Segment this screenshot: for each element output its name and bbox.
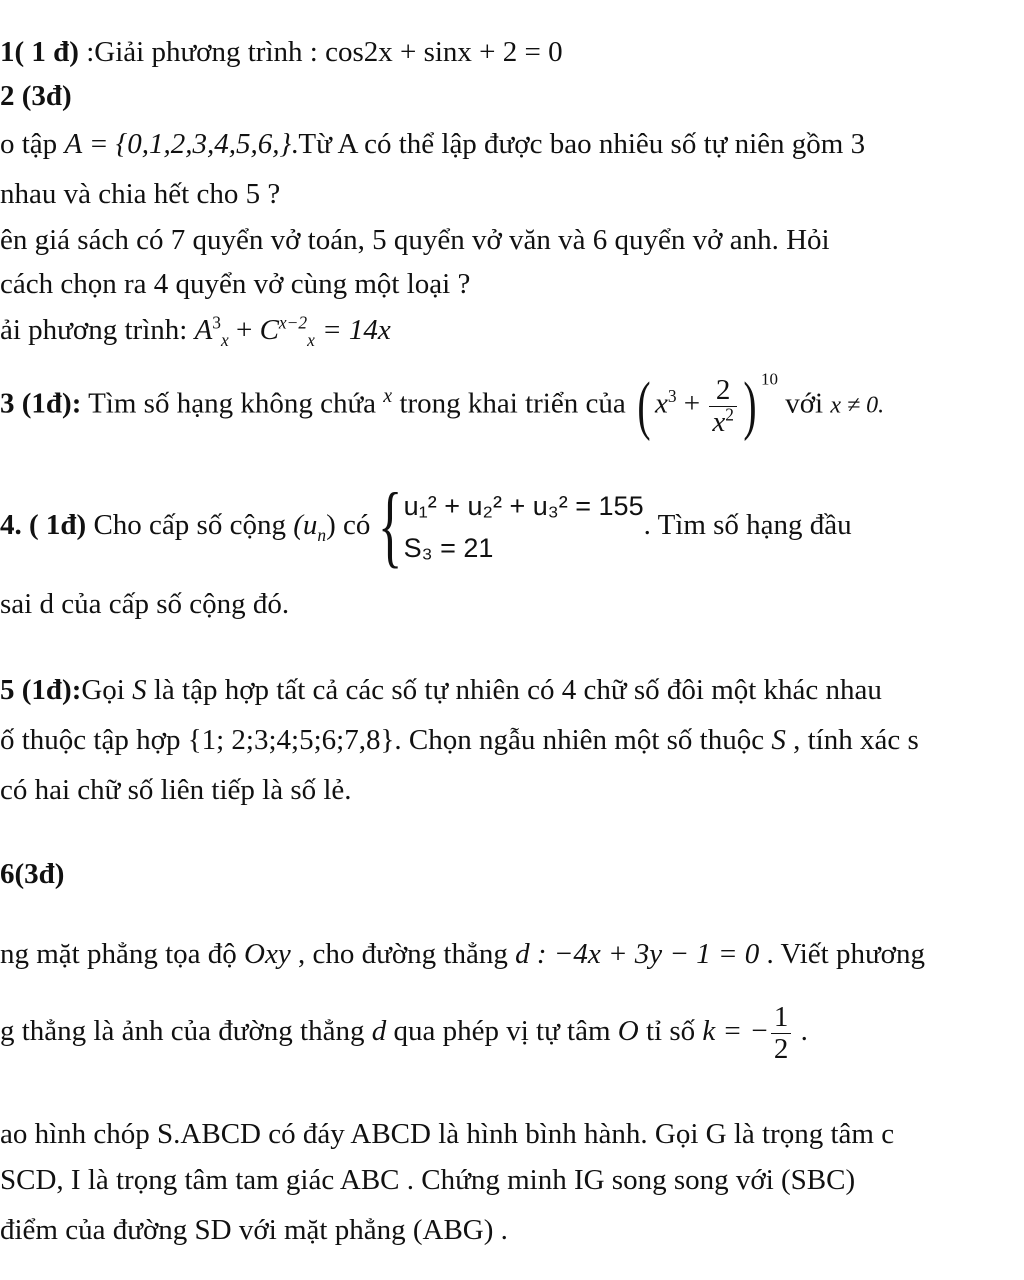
q5-S: S: [132, 674, 147, 706]
q6a-line2-d: d: [371, 1015, 387, 1047]
q3-plus: +: [676, 387, 708, 420]
q5-line2-S: S: [771, 724, 786, 756]
q6b-line2: SCD, I là trọng tâm tam giác ABC . Chứng minh IG song song với (SBC): [0, 1164, 856, 1196]
q3-label: 3 (1đ):: [0, 387, 82, 420]
q6a-line2-mid: qua phép vị tự tâm: [386, 1015, 618, 1047]
q2c-rhs: = 14x: [314, 314, 391, 346]
q6a-num: 1: [773, 1001, 789, 1034]
q6a-Oxy: Oxy: [244, 938, 291, 970]
q3-var: x: [383, 385, 393, 407]
q6a-pre: ng mặt phẳng tọa độ: [0, 938, 245, 970]
question-4: [0, 474, 852, 577]
q5-text2: là tập hợp tất cả các số tự nhiên có 4 chữ số đôi một khác nhau: [146, 674, 882, 706]
q6a-mid: , cho đường thẳng: [290, 938, 516, 970]
q4-seq-close: ): [326, 509, 336, 541]
q4-brace: {: [377, 474, 402, 577]
q5-line3: có hai chữ số liên tiếp là số lẻ.: [0, 774, 352, 806]
q5-line2-post: . Chọn ngẫu nhiên một số thuộc: [394, 724, 772, 756]
q5-label: 5 (1đ):: [0, 674, 82, 706]
q2c-text: ải phương trình:: [0, 314, 195, 346]
q2a-pre: o tập: [0, 128, 65, 160]
q6a-line1: [0, 936, 925, 972]
question-3: [0, 366, 885, 442]
q5-set: {1; 2;3;4;5;6;7,8}: [187, 724, 395, 756]
q2c-A-sup: 3: [212, 312, 221, 333]
q4-system: [377, 474, 644, 577]
q1-equation: cos2x + sinx + 2 = 0: [325, 36, 563, 68]
q5-line2-end: , tính xác s: [785, 724, 919, 756]
q3-den-exp: 2: [725, 403, 734, 424]
q3-text2: trong khai triển của: [392, 387, 633, 420]
q2a-line2: nhau và chia hết cho 5 ?: [0, 178, 281, 210]
q3-open-paren: (: [637, 369, 651, 442]
q3-num: 2: [715, 374, 731, 407]
q2a-post: .Từ A có thể lập được bao nhiêu số tự niên gồm 3: [291, 128, 866, 160]
q6b-line3: điểm của đường SD với mặt phẳng (ABG) .: [0, 1214, 508, 1246]
q2-label: 2 (3đ): [0, 80, 72, 112]
q6a-d: d: [515, 938, 530, 970]
q3-den-wrap: [709, 403, 737, 438]
q6a-eq: : −4x + 3y − 1 = 0: [529, 938, 760, 970]
q6a-line2-O: O: [617, 1015, 639, 1047]
q1-text: :Giải phương trình :: [78, 36, 326, 68]
q5-text1: Gọi: [81, 674, 133, 706]
q3-x-exp: 3: [667, 386, 677, 406]
q3-text3: với: [777, 387, 831, 420]
q2c-C-sub: x: [307, 329, 315, 350]
q2a-line1: [0, 126, 865, 162]
q3-fraction: [709, 375, 737, 437]
question-5: [0, 672, 882, 708]
q6b-line1: ao hình chóp S.ABCD có đáy ABCD là hình bình hành. Gọi G là trọng tâm c: [0, 1118, 895, 1150]
q1-label: 1( 1 đ): [0, 36, 79, 68]
q2c-plus: +: [228, 314, 260, 346]
q6a-end: . Viết phương: [759, 938, 925, 970]
q2a-set: A = {0,1,2,3,4,5,6,}: [64, 128, 292, 160]
q6a-line2-ti: tỉ số: [638, 1015, 703, 1047]
q2b-line2: cách chọn ra 4 quyển vở cùng một loại ?: [0, 268, 471, 300]
q3-cond: x ≠ 0.: [830, 392, 885, 419]
question-1: [0, 34, 563, 70]
q4-text3: . Tìm số hạng đầu: [643, 509, 852, 541]
q3-outer-exp: 10: [760, 369, 778, 389]
q4-seq: (u: [293, 509, 318, 541]
q3-text1: Tìm số hạng không chứa: [81, 387, 384, 420]
q4-line2: sai d của cấp số cộng đó.: [0, 588, 290, 620]
q2c-A: A: [194, 314, 213, 346]
q3-x: x: [654, 387, 668, 420]
q4-sys-row2: S₃ = 21: [403, 533, 494, 564]
q4-text1: Cho cấp số cộng: [86, 509, 294, 541]
q4-label: 4. ( 1đ): [0, 509, 87, 541]
q5-line2-pre: ố thuộc tập hợp: [0, 724, 188, 756]
q2c-line: [0, 312, 391, 348]
q2c-C-sup: x−2: [278, 312, 308, 333]
q3-den: x: [712, 405, 726, 438]
q6a-line2-pre: g thẳng là ảnh của đường thẳng: [0, 1015, 372, 1047]
q4-text2: có: [335, 509, 378, 541]
q2c-A-sub: x: [220, 329, 229, 350]
q6a-dot: .: [793, 1015, 808, 1047]
q6a-k: k = −: [702, 1015, 769, 1047]
q4-seq-sub: n: [317, 524, 327, 545]
q2b-line1: ên giá sách có 7 quyển vở toán, 5 quyển vở văn và 6 quyển vở anh. Hỏi: [0, 224, 830, 256]
q4-sys-row1: u₁² + u₂² + u₃² = 155: [403, 491, 644, 522]
q5-line2: [0, 722, 919, 758]
q6-label: 6(3đ): [0, 858, 65, 890]
q6a-line2: [0, 996, 808, 1066]
q3-close-paren: ): [743, 369, 757, 442]
q6a-den: 2: [771, 1033, 792, 1064]
q6a-fraction: [771, 1002, 792, 1064]
q2c-C: C: [259, 314, 279, 346]
